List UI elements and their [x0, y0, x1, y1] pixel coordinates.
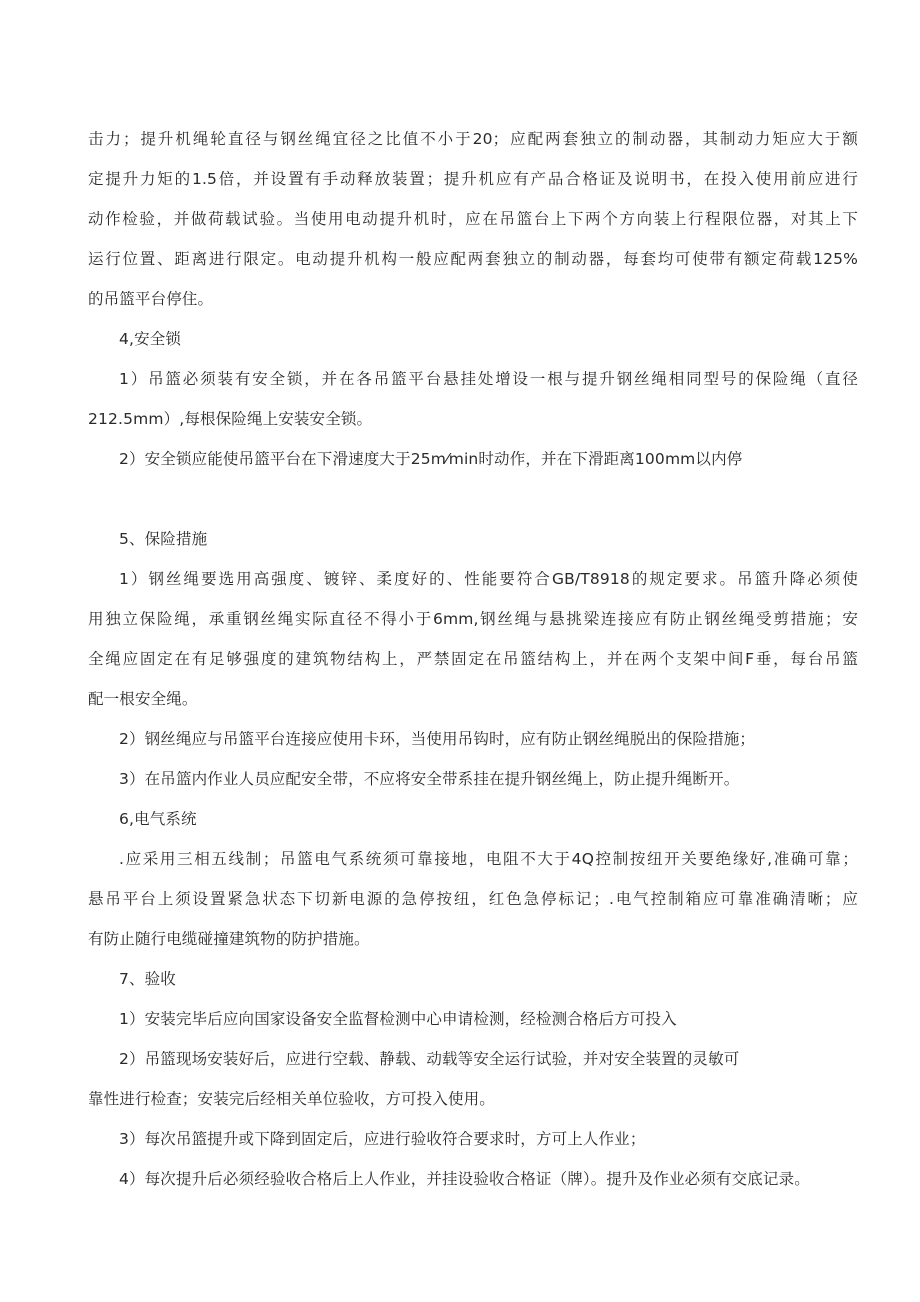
text-line: 击力；提升机绳轮直径与钢丝绳宜径之比值不小于20；应配两套独立的制动器，其制动力矩应大于额 — [88, 130, 858, 148]
heading-text: 6,电气系统 — [119, 810, 197, 828]
text-line: 4）每次提升后必须经验收合格后上人作业，并挂设验收合格证（牌）。提升及作业必须有交底记录。 — [119, 1170, 810, 1188]
section-heading — [88, 799, 858, 839]
paragraph — [88, 1039, 858, 1079]
paragraph — [88, 999, 858, 1039]
text-line: 用独立保险绳，承重钢丝绳实际直径不得小于6mm,钢丝绳与悬挑梁连接应有防止钢丝绳受剪措施；安 — [88, 610, 858, 628]
section-heading — [88, 519, 858, 559]
blank-line — [88, 479, 858, 519]
text-line: 运行位置、距离进行限定。电动提升机构一般应配两套独立的制动器，每套均可使带有额定荷载125% — [88, 250, 858, 268]
text-line: 1）吊篮必须装有安全锁，并在各吊篮平台悬挂处增设一根与提升钢丝绳相同型号的保险绳（直径 — [119, 370, 858, 388]
heading-text: 7、验收 — [119, 970, 176, 988]
text-line: 1）钢丝绳要选用高强度、镀锌、柔度好的、性能要符合GB/T8918的规定要求。吊篮升降必须使 — [119, 570, 858, 588]
text-line: 有防止随行电缆碰撞建筑物的防护措施。 — [88, 930, 370, 948]
paragraph — [88, 1079, 858, 1119]
paragraph — [88, 1119, 858, 1159]
text-line: 配一根安全绳。 — [88, 690, 198, 708]
text-line: .应采用三相五线制；吊篮电气系统须可靠接地，电阻不大于4Q控制按纽开关要绝缘好,准确可靠； — [119, 850, 858, 868]
text-line: 1）安装完毕后应向国家设备安全监督检测中心申请检测，经检测合格后方可投入 — [119, 1010, 677, 1028]
heading-text: 5、保险措施 — [119, 530, 208, 548]
paragraph — [88, 759, 858, 799]
paragraph — [88, 719, 858, 759]
paragraph — [88, 439, 858, 479]
section-heading — [88, 319, 858, 359]
paragraph — [88, 119, 858, 319]
paragraph — [88, 359, 858, 439]
paragraph — [88, 839, 858, 959]
text-line: 3）每次吊篮提升或下降到固定后，应进行验收符合要求时，方可上人作业； — [119, 1130, 646, 1148]
heading-text: 4,安全锁 — [119, 330, 182, 348]
document-page — [88, 119, 858, 1199]
text-line: 靠性进行检查；安装完后经相关单位验收，方可投入使用。 — [88, 1090, 495, 1108]
text-line: 的吊篮平台停住。 — [88, 290, 214, 308]
text-line: 3）在吊篮内作业人员应配安全带，不应将安全带系挂在提升钢丝绳上，防止提升绳断开。 — [119, 770, 740, 788]
text-line: 2）安全锁应能使吊篮平台在下滑速度大于25m⁄min时动作，并在下滑距离100mm以内停 — [119, 450, 743, 468]
section-heading — [88, 959, 858, 999]
text-line: 2）吊篮现场安装好后，应进行空载、静载、动载等安全运行试验，并对安全装置的灵敏可 — [119, 1050, 740, 1068]
text-line: 悬吊平台上须设置紧急状态下切新电源的急停按纽，红色急停标记；.电气控制箱应可靠准确清晰；应 — [88, 890, 858, 908]
text-line: 定提升力矩的1.5倍，并设置有手动释放装置；提升机应有产品合格证及说明书，在投入使用前应进行 — [88, 170, 858, 188]
paragraph — [88, 559, 858, 719]
paragraph — [88, 1159, 858, 1199]
text-line: 212.5mm）,每根保险绳上安装安全锁。 — [88, 410, 373, 428]
text-line: 2）钢丝绳应与吊篮平台连接应使用卡环，当使用吊钩时，应有防止钢丝绳脱出的保险措施； — [119, 730, 756, 748]
text-line: 全绳应固定在有足够强度的建筑物结构上，严禁固定在吊篮结构上，并在两个支架中间F垂，每台吊篮 — [88, 650, 858, 668]
text-line: 动作检验，并做荷载试验。当使用电动提升机时，应在吊篮台上下两个方向装上行程限位器，对其上下 — [88, 210, 858, 228]
